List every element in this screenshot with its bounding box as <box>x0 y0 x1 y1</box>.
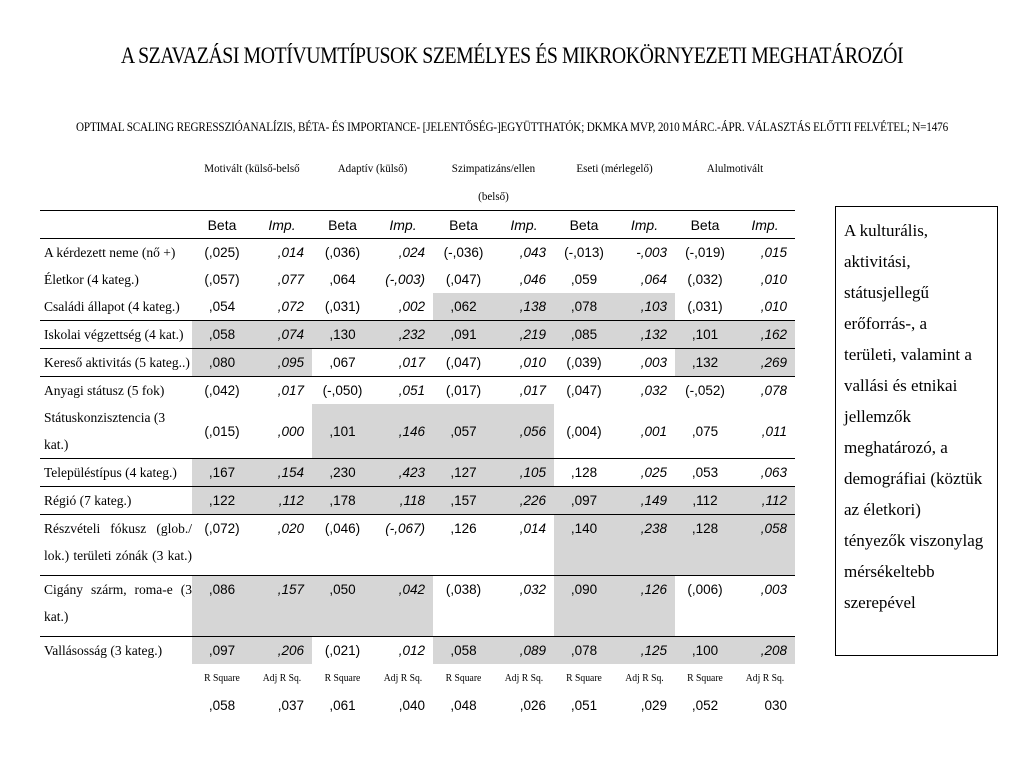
beta-value: (-,013) <box>554 239 614 267</box>
imp-header: Imp. <box>735 211 795 239</box>
imp-value: ,032 <box>614 377 675 405</box>
beta-value: (,004) <box>566 423 602 439</box>
beta-value: ,128 <box>554 459 614 487</box>
beta-value: (,036) <box>312 239 373 267</box>
beta-value: (,032) <box>687 272 723 287</box>
table-row <box>40 487 795 515</box>
imp-header: Imp. <box>614 211 675 239</box>
note-line: területi, valamint a <box>844 345 972 364</box>
imp-value: ,103 <box>614 293 675 321</box>
adjrsq-value: ,026 <box>519 698 546 713</box>
rsq-value: ,052 <box>691 698 719 713</box>
row-label: Családi állapot (4 kateg.) <box>44 299 180 314</box>
imp-value: ,162 <box>735 321 795 349</box>
beta-value: ,132 <box>675 349 735 377</box>
beta-value: (,047) <box>554 377 614 405</box>
beta-value: (-,050) <box>312 377 373 405</box>
imp-value: ,002 <box>398 299 425 314</box>
beta-value: ,053 <box>675 459 735 487</box>
rsq-value: ,048 <box>450 698 477 713</box>
beta-value: ,097 <box>192 637 252 665</box>
group-header-eseti: Eseti (mérlegelő) <box>576 161 653 175</box>
imp-value: ,206 <box>252 637 312 665</box>
beta-value: (,031) <box>687 299 723 314</box>
note-line: A kulturális, <box>844 221 929 240</box>
imp-value: ,064 <box>640 272 667 287</box>
beta-value: ,090 <box>554 576 614 637</box>
beta-value: (-,036) <box>433 239 494 267</box>
row-label: A kérdezett neme (nő +) <box>40 239 192 267</box>
imp-value: ,154 <box>252 459 312 487</box>
beta-value: ,075 <box>691 423 719 439</box>
imp-value: ,017 <box>373 349 433 377</box>
imp-value: (-,003) <box>385 272 425 287</box>
beta-value: (,021) <box>312 637 373 665</box>
row-label: Részvételi fókusz (glob./ lok.) területi zónák (3 kat.) <box>40 515 192 576</box>
imp-value: ,269 <box>735 349 795 377</box>
group-header-row <box>40 154 795 211</box>
beta-header: Beta <box>675 211 735 239</box>
table-row <box>40 266 795 293</box>
page-title: A SZAVAZÁSI MOTÍVUMTÍPUSOK SZEMÉLYES ÉS MIKROKÖRNYEZETI MEGHATÁROZÓI <box>120 43 904 68</box>
beta-value: (,047) <box>445 272 482 287</box>
imp-value: ,219 <box>494 321 554 349</box>
beta-value: ,057 <box>433 404 494 459</box>
imp-value: ,020 <box>252 515 312 576</box>
imp-value: ,089 <box>494 637 554 665</box>
imp-value: ,017 <box>252 377 312 405</box>
page-subtitle: OPTIMAL SCALING REGRESSZIÓANALÍZIS, BÉTA- ÉS IMPORTANCE- [JELENTŐSÉG-]EGYÜTTHATÓK; DKMKA MVP, 2010 MÁRC.-ÁPR. VÁLASZTÁS ELŐTTI FELVÉTEL; N=1476 <box>76 119 948 134</box>
beta-value: (,072) <box>192 515 252 576</box>
row-label: Vallásosság (3 kateg.) <box>40 637 192 665</box>
table-row <box>40 515 795 576</box>
rsq-label: R Square <box>687 672 723 684</box>
beta-value: ,059 <box>570 272 598 287</box>
beta-value: ,128 <box>675 515 735 576</box>
note-line: jellemzők <box>844 407 912 426</box>
imp-value: ,118 <box>373 487 433 515</box>
regression-table <box>40 154 795 719</box>
imp-value: ,003 <box>614 349 675 377</box>
beta-value: (,015) <box>204 423 240 439</box>
beta-value: ,167 <box>192 459 252 487</box>
beta-value: ,078 <box>554 637 614 665</box>
rsq-values-row <box>40 692 795 719</box>
table-row <box>40 377 795 405</box>
imp-value: ,051 <box>373 377 433 405</box>
imp-value: -,003 <box>614 239 675 267</box>
beta-value: (,046) <box>312 515 373 576</box>
imp-header: Imp. <box>494 211 554 239</box>
table-row <box>40 349 795 377</box>
imp-value: ,226 <box>494 487 554 515</box>
imp-value: ,078 <box>735 377 795 405</box>
beta-value: ,064 <box>329 272 356 287</box>
adjrsq-value: ,037 <box>277 698 304 713</box>
imp-value: ,046 <box>519 272 546 287</box>
imp-value: ,025 <box>614 459 675 487</box>
rsq-label: R Square <box>204 672 240 684</box>
imp-value: ,105 <box>494 459 554 487</box>
imp-value: ,012 <box>373 637 433 665</box>
imp-value: ,000 <box>277 423 304 439</box>
beta-value: ,067 <box>312 349 373 377</box>
beta-header: Beta <box>433 211 494 239</box>
imp-value: ,157 <box>252 576 312 637</box>
beta-value: ,157 <box>433 487 494 515</box>
imp-value: ,112 <box>252 487 312 515</box>
beta-header: Beta <box>312 211 373 239</box>
table-row <box>40 293 795 321</box>
beta-value: ,058 <box>433 637 494 665</box>
imp-value: ,056 <box>494 404 554 459</box>
imp-value: ,423 <box>373 459 433 487</box>
beta-value: ,085 <box>554 321 614 349</box>
beta-value: ,050 <box>312 576 373 637</box>
row-label: Státuskonzisztencia (3 kat.) <box>44 410 166 452</box>
imp-value: ,042 <box>373 576 433 637</box>
imp-value: ,126 <box>614 576 675 637</box>
table-row <box>40 637 795 665</box>
imp-value: ,138 <box>494 293 554 321</box>
adjrsq-value: ,029 <box>640 698 667 713</box>
imp-value: ,032 <box>494 576 554 637</box>
beta-value: (,017) <box>433 377 494 405</box>
note-line: erőforrás-, a <box>844 314 928 333</box>
imp-value: ,001 <box>640 423 667 439</box>
beta-header: Beta <box>192 211 252 239</box>
note-line: meghatározó, a <box>844 438 948 457</box>
note-line: vallási és etnikai <box>844 376 958 395</box>
beta-value: (,042) <box>192 377 252 405</box>
imp-value: ,238 <box>614 515 675 576</box>
beta-value: ,140 <box>554 515 614 576</box>
imp-value: ,125 <box>614 637 675 665</box>
imp-value: ,017 <box>494 377 554 405</box>
group-header-motivalt: Motivált (külső-belső <box>204 161 300 175</box>
beta-value: ,112 <box>675 487 735 515</box>
note-line: tényezők viszonylag <box>844 531 984 550</box>
note-line: az életkori) <box>844 500 921 519</box>
imp-value: ,010 <box>760 272 787 287</box>
beta-value: (-,019) <box>675 239 735 267</box>
imp-value: ,058 <box>735 515 795 576</box>
imp-value: ,024 <box>373 239 433 267</box>
group-header-adaptiv: Adaptív (külső) <box>337 161 408 175</box>
table-row <box>40 321 795 349</box>
beta-value: (,057) <box>204 272 240 287</box>
adjrsq-value: ,040 <box>398 698 425 713</box>
beta-value: (,047) <box>433 349 494 377</box>
imp-value: ,132 <box>614 321 675 349</box>
beta-value: ,130 <box>312 321 373 349</box>
beta-value: ,101 <box>312 404 373 459</box>
rsq-label: R Square <box>445 672 482 684</box>
beta-value: (,006) <box>675 576 735 637</box>
group-header-szimpatizans: Szimpatizáns/ellen (belső) <box>451 161 536 203</box>
adjrsq-label: Adj R Sq. <box>745 672 785 684</box>
note-line: mérsékeltebb <box>844 562 935 581</box>
beta-value: ,126 <box>433 515 494 576</box>
rsq-label: R Square <box>324 672 361 684</box>
beta-value: ,097 <box>554 487 614 515</box>
beta-value: ,127 <box>433 459 494 487</box>
beta-value: ,122 <box>192 487 252 515</box>
imp-value: ,015 <box>735 239 795 267</box>
table-row <box>40 239 795 267</box>
adjrsq-label: Adj R Sq. <box>625 672 664 684</box>
rsq-label: R Square <box>566 672 602 684</box>
row-label: Életkor (4 kateg.) <box>44 272 139 287</box>
rsq-value: ,058 <box>208 698 236 713</box>
rsq-value: ,051 <box>570 698 598 713</box>
row-label: Cigány szárm, roma-e (3 kat.) <box>40 576 192 637</box>
row-label: Iskolai végzettség (4 kat.) <box>40 321 192 349</box>
imp-value: ,112 <box>735 487 795 515</box>
beta-value: ,091 <box>433 321 494 349</box>
beta-value: ,101 <box>675 321 735 349</box>
beta-value: ,086 <box>192 576 252 637</box>
imp-value: ,010 <box>760 299 787 314</box>
imp-header: Imp. <box>373 211 433 239</box>
adjrsq-value: 030 <box>764 698 787 713</box>
note-line: státusjellegű <box>844 283 929 302</box>
table-row <box>40 576 795 637</box>
imp-value: ,014 <box>252 239 312 267</box>
beta-value: ,230 <box>312 459 373 487</box>
beta-value: ,058 <box>192 321 252 349</box>
row-label: Anyagi státusz (5 fok) <box>40 377 192 405</box>
imp-value: ,014 <box>494 515 554 576</box>
row-label: Kereső aktivitás (5 kateg..) <box>40 349 192 377</box>
imp-value: ,072 <box>277 299 304 314</box>
imp-value: ,063 <box>735 459 795 487</box>
beta-value: ,062 <box>433 293 494 321</box>
beta-value: (,031) <box>324 299 361 314</box>
table-row <box>40 404 795 459</box>
imp-value: ,146 <box>373 404 433 459</box>
row-label: Régió (7 kateg.) <box>40 487 192 515</box>
beta-value: ,080 <box>192 349 252 377</box>
imp-value: ,011 <box>761 423 787 439</box>
beta-value: (-,052) <box>675 377 735 405</box>
imp-value: ,149 <box>614 487 675 515</box>
imp-value: ,010 <box>494 349 554 377</box>
adjrsq-label: Adj R Sq. <box>383 672 423 684</box>
imp-value: ,003 <box>735 576 795 637</box>
beta-value: ,178 <box>312 487 373 515</box>
imp-value: ,074 <box>252 321 312 349</box>
note-line: szerepével <box>844 593 916 612</box>
imp-value: ,232 <box>373 321 433 349</box>
imp-value: ,208 <box>735 637 795 665</box>
beta-header: Beta <box>554 211 614 239</box>
beta-value: ,054 <box>208 299 236 314</box>
adjrsq-label: Adj R Sq. <box>504 672 544 684</box>
beta-value: ,078 <box>554 293 614 321</box>
adjrsq-label: Adj R Sq. <box>262 672 302 684</box>
beta-value: (,038) <box>433 576 494 637</box>
beta-value: (,039) <box>554 349 614 377</box>
table-body <box>40 239 795 665</box>
note-line: aktivitási, <box>844 252 911 271</box>
imp-value: ,095 <box>252 349 312 377</box>
beta-value: (,025) <box>192 239 252 267</box>
column-header-row <box>40 211 795 239</box>
imp-header: Imp. <box>252 211 312 239</box>
beta-value: ,100 <box>675 637 735 665</box>
table-row <box>40 459 795 487</box>
imp-value: (-,067) <box>373 515 433 576</box>
note-line: demográfiai (köztük <box>844 469 983 488</box>
summary-note-box <box>835 206 998 656</box>
rsq-header-row <box>40 664 795 692</box>
rsq-value: ,061 <box>329 698 356 713</box>
imp-value: ,043 <box>494 239 554 267</box>
imp-value: ,077 <box>277 272 304 287</box>
row-label: Településtípus (4 kateg.) <box>40 459 192 487</box>
group-header-alulmotivalt: Alulmotivált <box>706 161 764 175</box>
